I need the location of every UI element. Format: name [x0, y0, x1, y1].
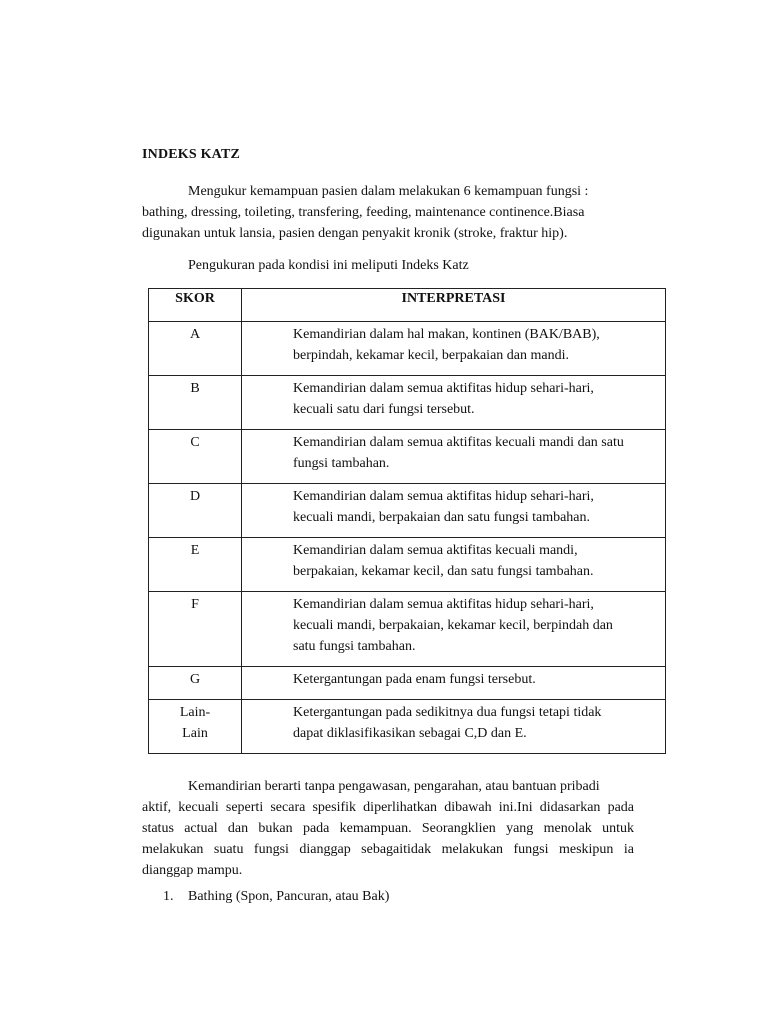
interpretasi-line: Ketergantungan pada enam fungsi tersebut. [293, 672, 536, 687]
skor-cell: C [149, 430, 242, 484]
list-item-text: Bathing (Spon, Pancuran, atau Bak) [188, 889, 390, 904]
skor-cell: F [149, 592, 242, 667]
closing-line-1 [142, 776, 634, 797]
interpretasi-cell [242, 592, 666, 667]
interpretasi-cell [242, 322, 666, 376]
skor-cell: G [149, 667, 242, 700]
document-title: INDEKS KATZ [142, 147, 241, 162]
closing-paragraph [142, 776, 634, 881]
interpretasi-cell [242, 376, 666, 430]
table-row [149, 430, 666, 484]
interpretasi-cell [242, 667, 666, 700]
measurement-line: Pengukuran pada kondisi ini meliputi Indeks Katz [188, 258, 469, 273]
closing-line-text: Kemandirian berarti tanpa pengawasan, pengarahan, atau bantuan pribadi [188, 779, 600, 794]
interpretasi-line: satu fungsi tambahan. [293, 639, 416, 654]
intro-paragraph [142, 181, 634, 244]
skor-cell: D [149, 484, 242, 538]
interpretasi-line: kecuali mandi, berpakaian, kekamar kecil, berpindah dan [293, 618, 613, 633]
skor-cell: A [149, 322, 242, 376]
table-row [149, 538, 666, 592]
skor-cell: E [149, 538, 242, 592]
interpretasi-line: Kemandirian dalam hal makan, kontinen (BAK/BAB), [293, 327, 600, 342]
table-header-row [149, 289, 666, 322]
interpretasi-line: dapat diklasifikasikan sebagai C,D dan E. [293, 726, 527, 741]
interpretasi-cell [242, 538, 666, 592]
interpretasi-line: Kemandirian dalam semua aktifitas kecuali mandi, [293, 543, 578, 558]
table-row [149, 484, 666, 538]
interpretasi-line: kecuali mandi, berpakaian dan satu fungsi tambahan. [293, 510, 591, 525]
interpretasi-line: Kemandirian dalam semua aktifitas hidup sehari-hari, [293, 381, 594, 396]
interpretasi-line: Kemandirian dalam semua aktifitas hidup sehari-hari, [293, 489, 594, 504]
interpretasi-line: berpindah, kekamar kecil, berpakaian dan mandi. [293, 348, 569, 363]
interpretasi-cell [242, 484, 666, 538]
interpretasi-line: berpakaian, kekamar kecil, dan satu fungsi tambahan. [293, 564, 594, 579]
interpretasi-line: kecuali satu dari fungsi tersebut. [293, 402, 475, 417]
closing-line-5: dianggap mampu. [142, 863, 243, 878]
skor-cell: B [149, 376, 242, 430]
interpretasi-line: Kemandirian dalam semua aktifitas kecuali mandi dan satu [293, 435, 624, 450]
skor-line: Lain [182, 726, 208, 741]
closing-line-2: aktif, kecuali seperti secara spesifik diperlihatkan dibawah ini.Ini didasarkan pada [142, 800, 634, 815]
closing-line-3: status actual dan bukan pada kemampuan. Seorangklien yang menolak untuk [142, 821, 634, 836]
interpretasi-line: Kemandirian dalam semua aktifitas hidup sehari-hari, [293, 597, 594, 612]
list-item [163, 889, 389, 905]
skor-cell [149, 700, 242, 754]
interpretasi-line: fungsi tambahan. [293, 456, 390, 471]
interpretasi-cell [242, 430, 666, 484]
intro-line-3: digunakan untuk lansia, pasien dengan penyakit kronik (stroke, fraktur hip). [142, 226, 568, 241]
table-row [149, 700, 666, 754]
katz-index-table [148, 288, 666, 754]
header-interpretasi: INTERPRETASI [242, 289, 666, 322]
interpretasi-line: Ketergantungan pada sedikitnya dua fungsi tetapi tidak [293, 705, 602, 720]
interpretasi-cell [242, 700, 666, 754]
measurement-paragraph [142, 255, 634, 276]
table-row [149, 376, 666, 430]
closing-line-4: melakukan suatu fungsi dianggap sebagaitidak melakukan fungsi meskipun ia [142, 842, 634, 857]
intro-line-2: bathing, dressing, toileting, transfering, feeding, maintenance continence.Biasa [142, 205, 585, 220]
skor-line: Lain- [179, 705, 211, 720]
table-row [149, 592, 666, 667]
table-row [149, 322, 666, 376]
header-skor: SKOR [149, 289, 242, 322]
table-row [149, 667, 666, 700]
intro-line-1: Mengukur kemampuan pasien dalam melakukan 6 kemampuan fungsi : [188, 184, 589, 199]
list-item-number: 1. [163, 889, 174, 904]
